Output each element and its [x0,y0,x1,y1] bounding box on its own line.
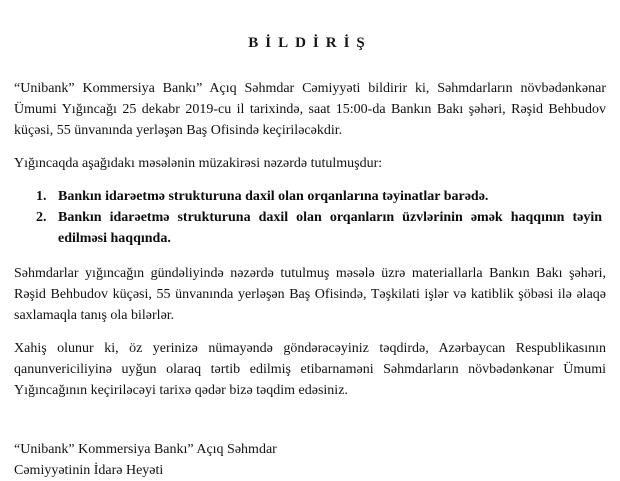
agenda-item-1-marker: 1. [36,189,47,204]
agenda-item-2-text: Bankın idarəetmə strukturuna daxil olan orqanların üzvlərinin əmək haqqının təyin edilməsi haqqında. [58,210,602,246]
paragraph-proxy-request: Xahiş olunur ki, öz yerinizə nümayəndə göndərəcəyiniz təqdirdə, Azərbaycan Respublikasının qanunvericiliyinə uyğun olaraq tərtib edilmiş etibarnaməni Səhmdarların növbədənkənar Ümumi Yığıncağının keçiriləcəyi tarixə qədər bizə təqdim edəsiniz. [14,341,606,398]
signature-line-1: “Unibank” Kommersiya Bankı” Açıq Səhmdar [14,442,277,457]
agenda-item-1 [36,186,606,207]
signature-line-2: Cəmiyyətinin İdarə Heyəti [14,463,164,478]
paragraph-announcement: “Unibank” Kommersiya Bankı” Açıq Səhmdar Cəmiyyəti bildirir ki, Səhmdarların növbədənkənar Ümumi Yığıncağı 25 dekabr 2019-cu il tarixində, saat 15:00-da Bankın Bakı şəhəri, Rəşid Behbudov küçəsi, 55 ünvanında yerləşən Baş Ofisində keçiriləcəkdir. [14,81,606,138]
agenda-item-2-marker: 2. [36,210,47,225]
paragraph-agenda-intro: Yığıncaqda aşağıdakı məsələnin müzakirəsi nəzərdə tutulmuşdur: [14,156,383,171]
agenda-item-1-text: Bankın idarəetmə strukturuna daxil olan orqanlarına təyinatlar barədə. [58,189,489,204]
document-title: BİLDİRİŞ [248,35,372,51]
agenda-list [14,186,606,249]
paragraph-materials: Səhmdarlar yığıncağın gündəliyində nəzərdə tutulmuş məsələ üzrə materiallarla Bankın Bakı şəhəri, Rəşid Behbudov küçəsi, 55 ünvanında yerləşən Baş Ofisində, Təşkilati işlər və katiblik şöbəsi ilə əlaqə saxlamaqla tanış ola bilərlər. [14,266,606,323]
agenda-item-2 [36,207,606,249]
signature-block [14,439,606,481]
